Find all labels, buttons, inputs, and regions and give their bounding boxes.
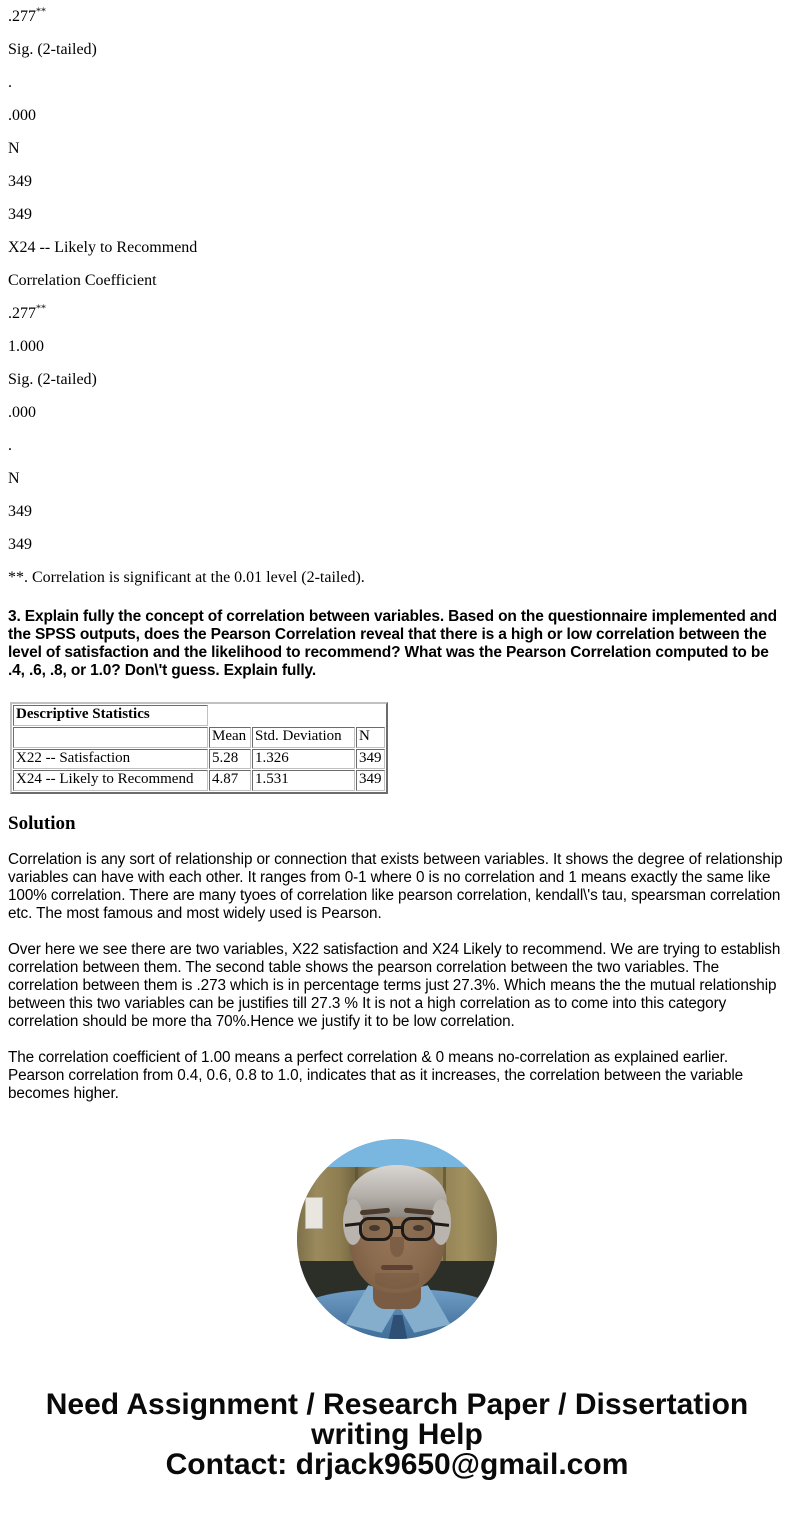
glasses-bridge bbox=[393, 1226, 401, 1229]
spss-output-line bbox=[8, 132, 786, 165]
spss-output-line bbox=[8, 396, 786, 429]
spss-line-text: .000 bbox=[8, 107, 36, 124]
nose bbox=[390, 1237, 404, 1257]
cell-std-deviation: 1.326 bbox=[252, 749, 355, 770]
glasses-lens-left bbox=[359, 1217, 393, 1241]
significance-marker: ** bbox=[36, 6, 46, 18]
spss-output-line bbox=[8, 330, 786, 363]
table-row bbox=[13, 770, 385, 791]
question-prompt: 3. Explain fully the concept of correlation between variables. Based on the questionnaire implemented and the SPSS outputs, does the Pearson Correlation reveal that there is a high or low correlation between the level of satisfaction and the likelihood to recommend? What was the Pearson Correlation computed to be .4, .6, .8, or 1.0? Don\'t guess. Explain fully. bbox=[8, 608, 777, 679]
spss-line-text: 349 bbox=[8, 536, 32, 553]
spss-output-line bbox=[8, 264, 786, 297]
spss-line-text: .277 bbox=[8, 305, 36, 322]
descriptive-statistics-table-wrapper bbox=[10, 702, 786, 794]
spss-line-text: 349 bbox=[8, 173, 32, 190]
footer-headline: Need Assignment / Research Paper / Dissertation writing Help bbox=[45, 1388, 749, 1451]
cell-mean: 4.87 bbox=[209, 770, 251, 791]
spss-line-text: .277 bbox=[8, 8, 36, 25]
solution-heading: Solution bbox=[8, 813, 76, 834]
light-switch bbox=[305, 1197, 323, 1229]
caption-spacer bbox=[252, 705, 355, 726]
portrait-block bbox=[8, 1139, 786, 1344]
solution-paragraph: Correlation is any sort of relationship or connection that exists between variables. It shows the degree of relationship variables can have with each other. It ranges from 0-1 where 0 is no correlation and 1 means exactly the same like 100% correlation. There are many tyoes of correlation like pearson correlation, kendall\'s tau, spearsman correlation etc. The most famous and most widely used is Pearson. bbox=[8, 851, 783, 922]
cell-n: 349 bbox=[356, 770, 385, 791]
spss-line-text: N bbox=[8, 140, 20, 157]
glasses-lens-right bbox=[401, 1217, 435, 1241]
spss-line-text: 1.000 bbox=[8, 338, 44, 355]
spss-output-line bbox=[8, 33, 786, 66]
descriptive-statistics-table bbox=[10, 702, 388, 794]
table-caption-row bbox=[13, 705, 385, 726]
cell-std-deviation: 1.531 bbox=[252, 770, 355, 791]
spss-line-text: 349 bbox=[8, 206, 32, 223]
column-header-mean: Mean bbox=[209, 727, 251, 748]
spss-line-text: Sig. (2-tailed) bbox=[8, 371, 97, 388]
cell-n: 349 bbox=[356, 749, 385, 770]
significance-marker: ** bbox=[36, 303, 46, 315]
spss-output-line bbox=[8, 165, 786, 198]
mouth bbox=[381, 1265, 413, 1270]
spss-output-line bbox=[8, 462, 786, 495]
spss-line-text: Correlation Coefficient bbox=[8, 272, 157, 289]
spss-output-line bbox=[8, 0, 786, 33]
spss-output-block bbox=[8, 0, 786, 561]
column-header-std-deviation: Std. Deviation bbox=[252, 727, 355, 748]
chin-shadow bbox=[375, 1273, 419, 1289]
spss-output-line bbox=[8, 198, 786, 231]
row-label: X22 -- Satisfaction bbox=[13, 749, 208, 770]
spss-line-text: . bbox=[8, 437, 12, 454]
spss-output-line bbox=[8, 429, 786, 462]
portrait-photo bbox=[297, 1139, 497, 1339]
spss-line-text: .000 bbox=[8, 404, 36, 421]
table-row bbox=[13, 749, 385, 770]
spss-line-text: . bbox=[8, 74, 12, 91]
spss-output-line bbox=[8, 363, 786, 396]
row-label: X24 -- Likely to Recommend bbox=[13, 770, 208, 791]
column-header-blank bbox=[13, 727, 208, 748]
spss-line-text: N bbox=[8, 470, 20, 487]
table-caption: Descriptive Statistics bbox=[13, 705, 208, 726]
spss-line-text: Sig. (2-tailed) bbox=[8, 41, 97, 58]
footer-advertisement bbox=[8, 1390, 786, 1480]
solution-paragraph: The correlation coefficient of 1.00 means a perfect correlation & 0 means no-correlation as explained earlier. Pearson correlation from 0.4, 0.6, 0.8 to 1.0, indicates that as it increases, the correlation between the variable becomes higher. bbox=[8, 1049, 744, 1102]
spss-output-line bbox=[8, 99, 786, 132]
spss-line-text: 349 bbox=[8, 503, 32, 520]
significance-footnote: **. Correlation is significant at the 0.01 level (2-tailed). bbox=[8, 569, 365, 586]
spss-output-line bbox=[8, 231, 786, 264]
footer-contact: Contact: drjack9650@gmail.com bbox=[165, 1448, 629, 1481]
spss-output-line bbox=[8, 495, 786, 528]
spss-output-line bbox=[8, 297, 786, 330]
spss-output-line bbox=[8, 66, 786, 99]
caption-spacer bbox=[356, 705, 385, 726]
spss-output-line bbox=[8, 528, 786, 561]
column-header-n: N bbox=[356, 727, 385, 748]
solution-paragraph: Over here we see there are two variables, X22 satisfaction and X24 Likely to recommend. We are trying to establish correlation between them. The second table shows the pearson correlation between the two variables. The correlation between them is .273 which is in percentage terms just 27.3%. Which means the the mutual relationship between this two variables can be justifies till 27.3 % It is not a high correlation as to come into this category correlation should be more tha 70%.Hence we justify it to be low correlation. bbox=[8, 941, 781, 1030]
cell-mean: 5.28 bbox=[209, 749, 251, 770]
spss-line-text: X24 -- Likely to Recommend bbox=[8, 239, 198, 256]
caption-spacer bbox=[209, 705, 251, 726]
table-header-row bbox=[13, 727, 385, 748]
